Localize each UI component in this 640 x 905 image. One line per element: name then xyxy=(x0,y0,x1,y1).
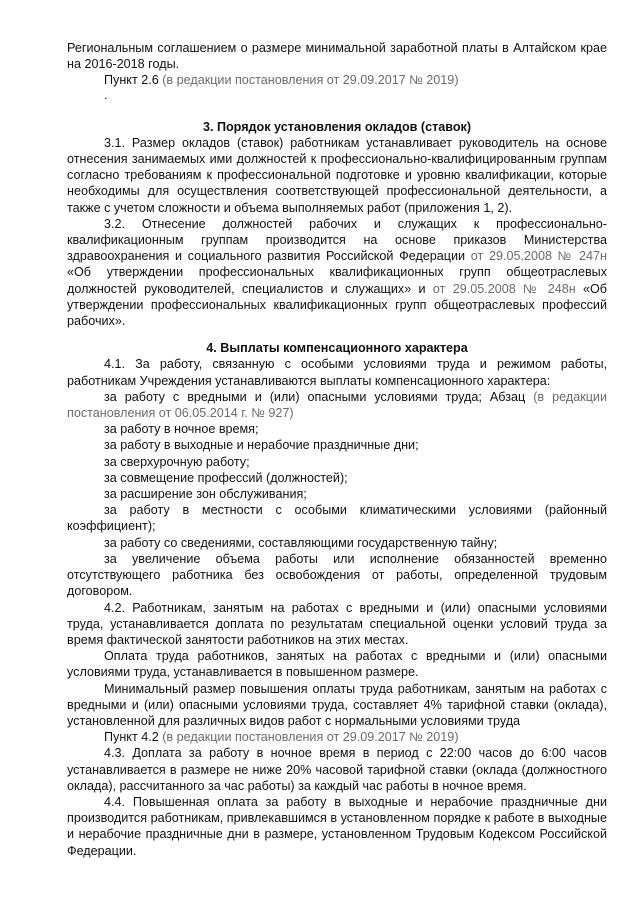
amendment-note: (в редакции постановления от 29.09.2017 № 2019) xyxy=(162,730,459,745)
list-item: за сверхурочную работу; xyxy=(104,454,250,469)
p32-text-c: «Об утверждении профессиональных квалификационных групп общеотраслевых профессий рабочих». xyxy=(67,281,608,329)
amendment-note: (в редакции постановления от 06.05.2014 г. № 927) xyxy=(67,389,607,421)
p32-text-a: 3.2. Отнесение должностей рабочих и служащих к профессионально-квалификационным группам производится на основе приказов Министерства здравоохранения и социального развития Российской Федерации xyxy=(67,216,607,264)
list-item: за работу со сведениями, составляющими государственную тайну; xyxy=(104,535,498,550)
list-item-text: за работу с вредными и (или) опасными условиями труда; Абзац xyxy=(104,389,534,404)
list-item: за работу в местности с особыми климатическими условиями (районный коэффициент); xyxy=(67,503,607,534)
list-item: за расширение зон обслуживания; xyxy=(104,487,307,502)
ref-label: Пункт 4.2 xyxy=(104,730,163,745)
paragraph-3-2 xyxy=(67,216,607,329)
list-item: за совмещение профессий (должностей); xyxy=(104,470,348,485)
paragraph-4-3: 4.3. Доплата за работу в ночное время в период с 22:00 часов до 6:00 часов устанавливается в размере не ниже 20% часовой тарифной ставки (оклада (должностного оклада), рассчитанного за час работы) за каждый час работы в ночное время. xyxy=(67,746,607,793)
list-item: за увеличение объема работы или исполнение обязанностей временно отсутствующего работника без освобождения от работы, определенной трудовым договором. xyxy=(67,551,607,599)
intro-continuation: Региональным соглашением о размере минимальной заработной платы в Алтайском крае на 2016-2018 годы. xyxy=(67,41,607,72)
ref-label: Пункт 2.6 xyxy=(104,73,163,88)
list-item: за работу в выходные и нерабочие праздничные дни; xyxy=(104,438,419,453)
paragraph-4-2-minimum: Минимальный размер повышения оплаты труда работникам, занятым на работах с вредными и (или) опасными условиями труда, составляет 4% тарифной ставки (оклада), установленной для различных видов работ с нормальными условиями труда xyxy=(67,681,607,728)
order-date-248: от 29.05.2008 № 248н xyxy=(432,281,576,296)
paragraph-4-2: 4.2. Работникам, занятым на работах с вредными и (или) опасными условиями труда, устанавливается доплата по результатам специальной оценки условий труда за время фактической занятости работников на этих местах. xyxy=(67,600,607,647)
section-3-title: 3. Порядок установления окладов (ставок) xyxy=(202,119,472,134)
intro-amendment-ref xyxy=(67,72,607,88)
order-date-247: от 29.05.2008 № 247н xyxy=(470,249,607,264)
paragraph-4-2-amendment-ref xyxy=(67,729,607,745)
amendment-note: (в редакции постановления от 29.09.2017 № 2019) xyxy=(162,73,459,88)
paragraph-3-1: 3.1. Размер окладов (ставок) работникам устанавливает руководитель на основе отнесения занимаемых ими должностей к профессионально-квалифицированным группам согласно требованиям к профессиональной подготовке и уровню квалификации, которые необходимы для осуществления соответствующей профессиональной деятельности, а также с учетом сложности и объема выполняемых работ (приложения 1, 2). xyxy=(67,135,607,215)
paragraph-4-1: 4.1. За работу, связанную с особыми условиями труда и режимом работы, работникам Учреждения устанавливаются выплаты компенсационного характера: xyxy=(67,357,607,388)
p32-text-b: «Об утверждении профессиональных квалификационных групп общеотраслевых должностей руководителей, специалистов и служащих» и xyxy=(67,265,607,296)
document-page xyxy=(67,40,607,859)
stray-dot: . xyxy=(104,87,108,102)
paragraph-4-2-pay: Оплата труда работников, занятых на работах с вредными и (или) опасными условиями труда, устанавливается в повышенном размере. xyxy=(67,649,607,680)
paragraph-4-4: 4.4. Повышенная оплата за работу в выходные и нерабочие праздничные дни производится работникам, привлекавшимся в установленном порядке к работе в выходные и нерабочие праздничные дни в размере, установленном Трудовым Кодексом Российской Федерации. xyxy=(67,794,607,858)
list-item xyxy=(67,389,607,421)
list-item: за работу в ночное время; xyxy=(104,422,259,437)
section-4-title: 4. Выплаты компенсационного характера xyxy=(206,341,468,356)
